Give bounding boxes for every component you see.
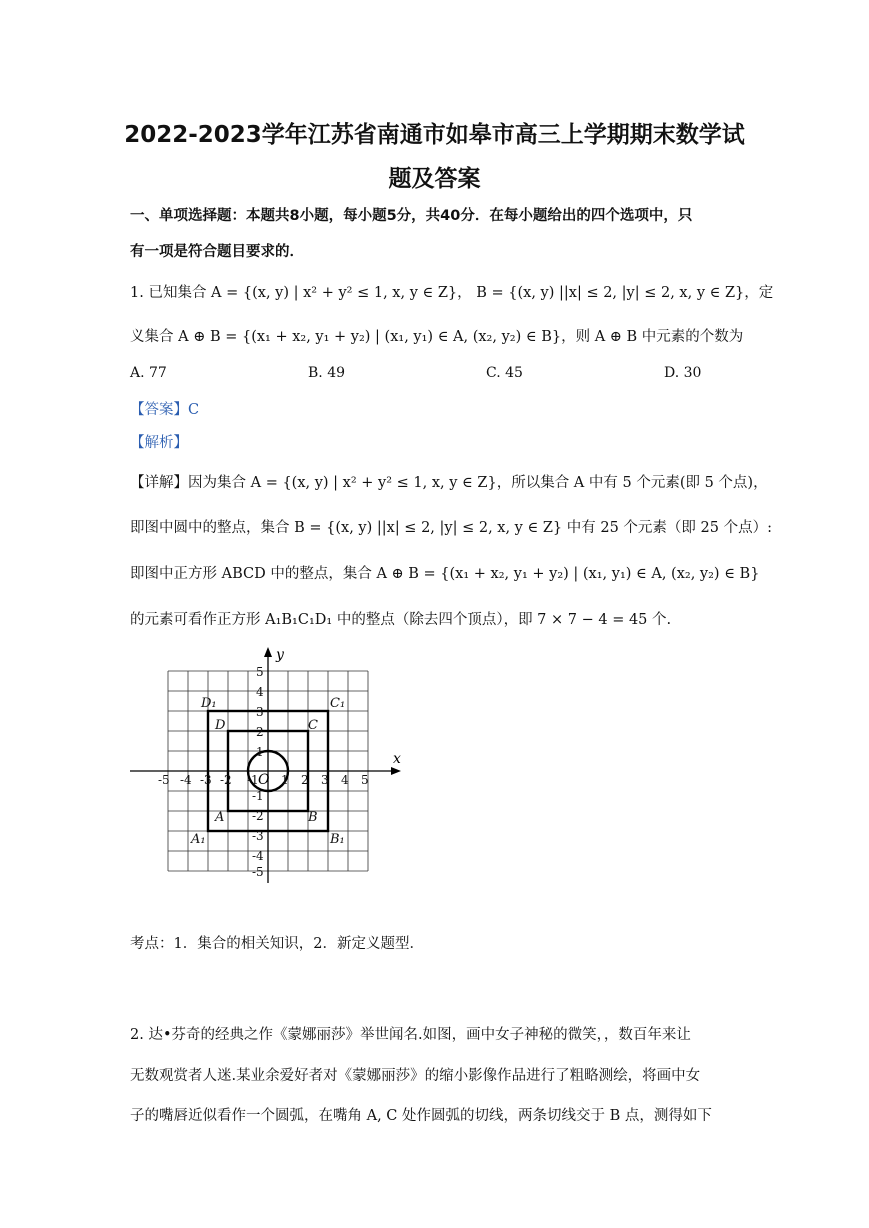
x-tick-label: 4 (341, 773, 349, 787)
y-tick-label: 2 (256, 725, 264, 739)
q1-detail-line2: 即图中圆中的整点，集合 B = {(x, y) ||x| ≤ 2, |y| ≤ 2, x, y ∈ Z} 中有 25 个元素（即 25 个点）: (130, 520, 772, 536)
x-tick-label: 1 (281, 773, 289, 787)
q1-stem-line2: 义集合 A ⊕ B = {(x₁ + x₂, y₁ + y₂) | (x₁, y₁) ∈ A, (x₂, y₂) ∈ B}，则 A ⊕ B 中元素的个数为 (130, 329, 744, 345)
x-tick-label: 2 (301, 773, 309, 787)
x-tick-label: 3 (321, 773, 329, 787)
q2-stem-line3: 子的嘴唇近似看作一个圆弧，在嘴角 A, C 处作圆弧的切线，两条切线交于 B 点，测得如下 (130, 1108, 712, 1124)
y-tick-label: 3 (256, 705, 264, 719)
coordinate-figure (125, 643, 415, 883)
y-axis-arrow-icon (264, 647, 272, 657)
point-label-d1: D₁ (201, 696, 217, 711)
q1-kaodian: 考点：1．集合的相关知识，2．新定义题型． (130, 936, 424, 952)
point-label-c1: C₁ (330, 696, 346, 711)
y-tick-label: 1 (256, 745, 264, 759)
q1-detail-line4: 的元素可看作正方形 A₁B₁C₁D₁ 中的整点（除去四个顶点），即 7 × 7 − 4 = 45 个. (130, 612, 672, 628)
x-axis-label: x (393, 751, 401, 767)
origin-label: O (258, 772, 270, 788)
doc-title-line2: 题及答案 (388, 166, 481, 192)
q1-stem-line1: 1. 已知集合 A = {(x, y) | x² + y² ≤ 1, x, y ∈ Z}， B = {(x, y) ||x| ≤ 2, |y| ≤ 2, x, y ∈ Z}，定 (130, 285, 774, 301)
section-heading-line1: 一、单项选择题：本题共8小题，每小题5分，共40分．在每小题给出的四个选项中，只 (130, 208, 693, 224)
x-tick-label: -5 (158, 773, 170, 787)
y-tick-label: -2 (252, 809, 264, 823)
x-tick-label: -2 (220, 773, 232, 787)
point-label-a1: A₁ (191, 832, 206, 847)
q1-detail-line1: 【详解】因为集合 A = {(x, y) | x² + y² ≤ 1, x, y ∈ Z}，所以集合 A 中有 5 个元素(即 5 个点)， (130, 475, 768, 491)
point-label-b1: B₁ (330, 832, 345, 847)
x-tick-label: -1 (247, 773, 259, 787)
point-label-b: B (308, 810, 318, 825)
y-tick-label: 5 (256, 665, 264, 679)
y-tick-label: -3 (252, 829, 264, 843)
q1-answer: 【答案】C (130, 402, 200, 418)
q1-option-a: A. 77 (130, 365, 167, 381)
y-tick-label: -1 (252, 789, 264, 803)
q1-option-b: B. 49 (308, 365, 346, 381)
x-tick-label: 5 (361, 773, 369, 787)
q2-stem-line2: 无数观赏者人迷.某业余爱好者对《蒙娜丽莎》的缩小影像作品进行了粗略测绘，将画中女 (130, 1068, 701, 1084)
doc-title-line1: 2022-2023学年江苏省南通市如皋市高三上学期期末数学试 (124, 122, 745, 148)
y-tick-label: 4 (256, 685, 264, 699)
point-label-d: D (215, 718, 226, 733)
q1-analysis-label: 【解析】 (130, 435, 188, 451)
y-axis-label: y (276, 647, 284, 663)
y-tick-label: -4 (252, 849, 264, 863)
section-heading-line2: 有一项是符合题目要求的． (130, 244, 304, 260)
x-tick-label: -3 (200, 773, 212, 787)
q1-option-d: D. 30 (664, 365, 702, 381)
q1-option-c: C. 45 (486, 365, 523, 381)
x-axis-arrow-icon (391, 767, 401, 775)
q1-detail-line3: 即图中正方形 ABCD 中的整点，集合 A ⊕ B = {(x₁ + x₂, y₁ + y₂) | (x₁, y₁) ∈ A, (x₂, y₂) ∈ B} (130, 566, 760, 582)
q2-stem-line1: 2. 达•芬奇的经典之作《蒙娜丽莎》举世闻名.如图，画中女子神秘的微笑，，数百年来让 (130, 1027, 691, 1043)
x-tick-label: -4 (180, 773, 192, 787)
point-label-c: C (308, 718, 318, 733)
point-label-a: A (215, 810, 225, 825)
y-tick-label: -5 (252, 865, 264, 879)
